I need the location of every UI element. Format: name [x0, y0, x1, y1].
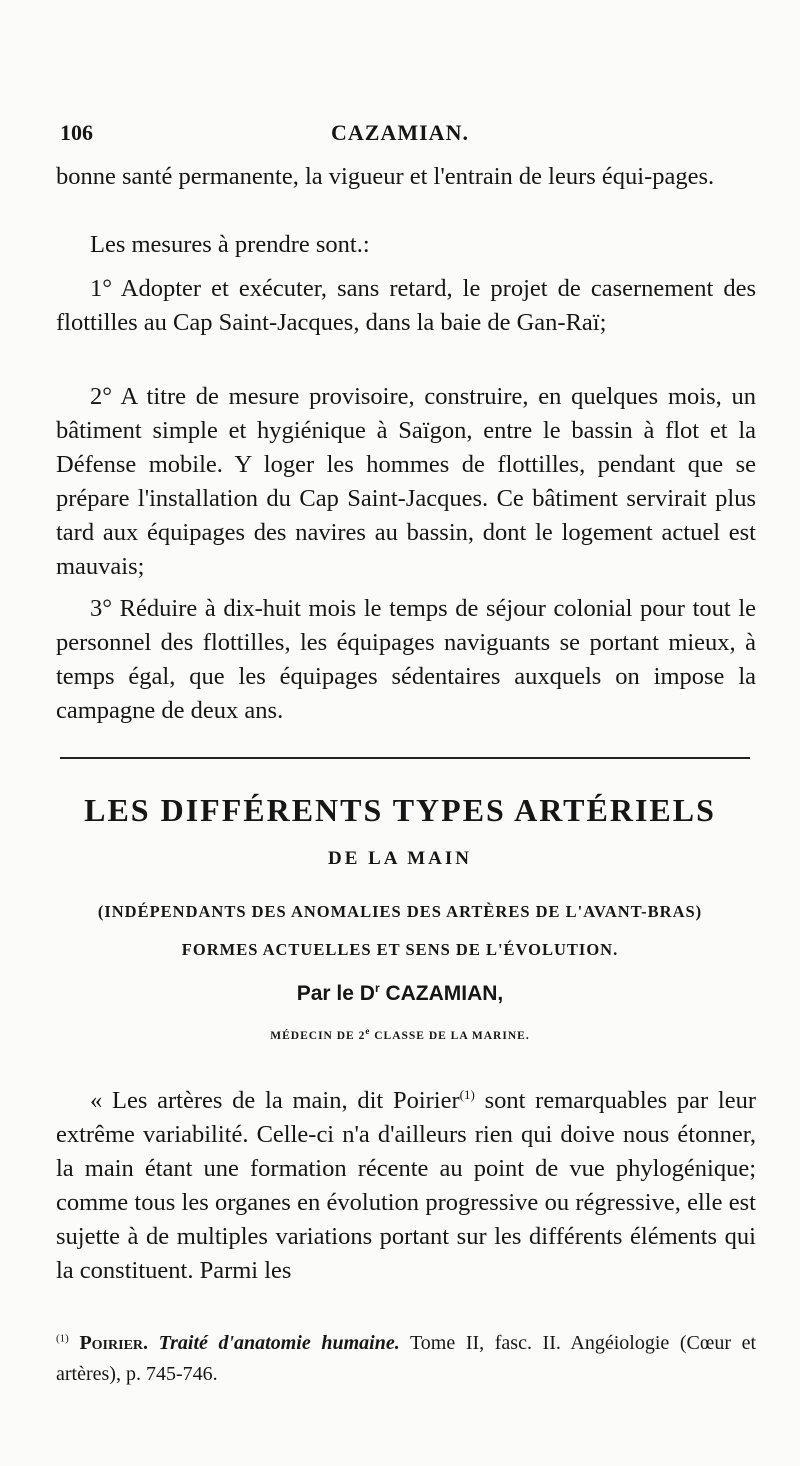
author-byline	[0, 982, 800, 1006]
article-subtitle-forms: FORMES ACTUELLES ET SENS DE L'ÉVOLUTION.	[181, 940, 619, 959]
body-text-rest: sont remarquables par leur extrême variabilité. Celle-ci n'a d'ailleurs rien qui doive nous étonner, la main étant une formation récente au point de vue phylogénique; comme tous les organes en évolution progressive ou régressive, elle est sujette à de multiples variations portant sur les différents éléments qui la constituent. Parmi les	[56, 1087, 756, 1284]
article-title: LES DIFFÉRENTS TYPES ARTÉRIELS	[84, 792, 716, 828]
article-body-paragraph	[56, 1084, 756, 1288]
measure-item-2: 2° A titre de mesure provisoire, construire, en quelques mois, un bâtiment simple et hygiénique à Saïgon, entre le bassin à flot et la Défense mobile. Y loger les hommes de flottilles, pendant que se prépare l'installation du Cap Saint-Jacques. Ce bâtiment servirait plus tard aux équipages des navires au bassin, dont le logement actuel est mauvais;	[56, 383, 756, 580]
article-subtitle: DE LA MAIN	[327, 848, 472, 869]
footnote-author: Poirier.	[79, 1332, 149, 1354]
affiliation-pre: MÉDECIN DE 2	[270, 1030, 366, 1042]
measure-item-1: 1° Adopter et exécuter, sans retard, le projet de casernement des flottilles au Cap Saint-Jacques, dans la baie de Gan-Raï;	[56, 275, 756, 336]
byline-name: CAZAMIAN,	[379, 982, 504, 1005]
author-affiliation	[0, 1026, 800, 1042]
footnote-reference: (1)	[459, 1086, 475, 1102]
footnote	[56, 1328, 756, 1390]
running-head	[60, 120, 740, 152]
affiliation-sup: e	[365, 1026, 371, 1037]
page-number: 106	[60, 120, 93, 145]
article-subtitle-parenthetical: (INDÉPENDANTS DES ANOMALIES DES ARTÈRES DE L'AVANT-BRAS)	[97, 902, 703, 921]
continued-paragraph: bonne santé permanente, la vigueur et l'entrain de leurs équi-pages.	[56, 163, 715, 190]
footnote-details: Tome II, fasc. II. Angéiologie (Cœur et artères), p. 745-746.	[56, 1332, 757, 1385]
affiliation-post: CLASSE DE LA MARINE.	[370, 1030, 530, 1042]
footnote-work: Traité d'anatomie humaine.	[158, 1332, 400, 1354]
section-divider	[60, 757, 750, 759]
footnote-marker: (1)	[56, 1332, 69, 1345]
byline-sup: r	[374, 981, 380, 995]
measures-intro: Les mesures à prendre sont.:	[90, 231, 370, 258]
body-text-start: « Les artères de la main, dit Poirier	[90, 1087, 460, 1114]
measure-item-3: 3° Réduire à dix-huit mois le temps de séjour colonial pour tout le personnel des flottilles, les équipages naviguants se portant mieux, à temps égal, que les équipages sédentaires auxquels on impose la campagne de deux ans.	[56, 595, 756, 724]
running-title: CAZAMIAN.	[331, 120, 469, 145]
byline-prefix: Par le D	[296, 982, 375, 1005]
